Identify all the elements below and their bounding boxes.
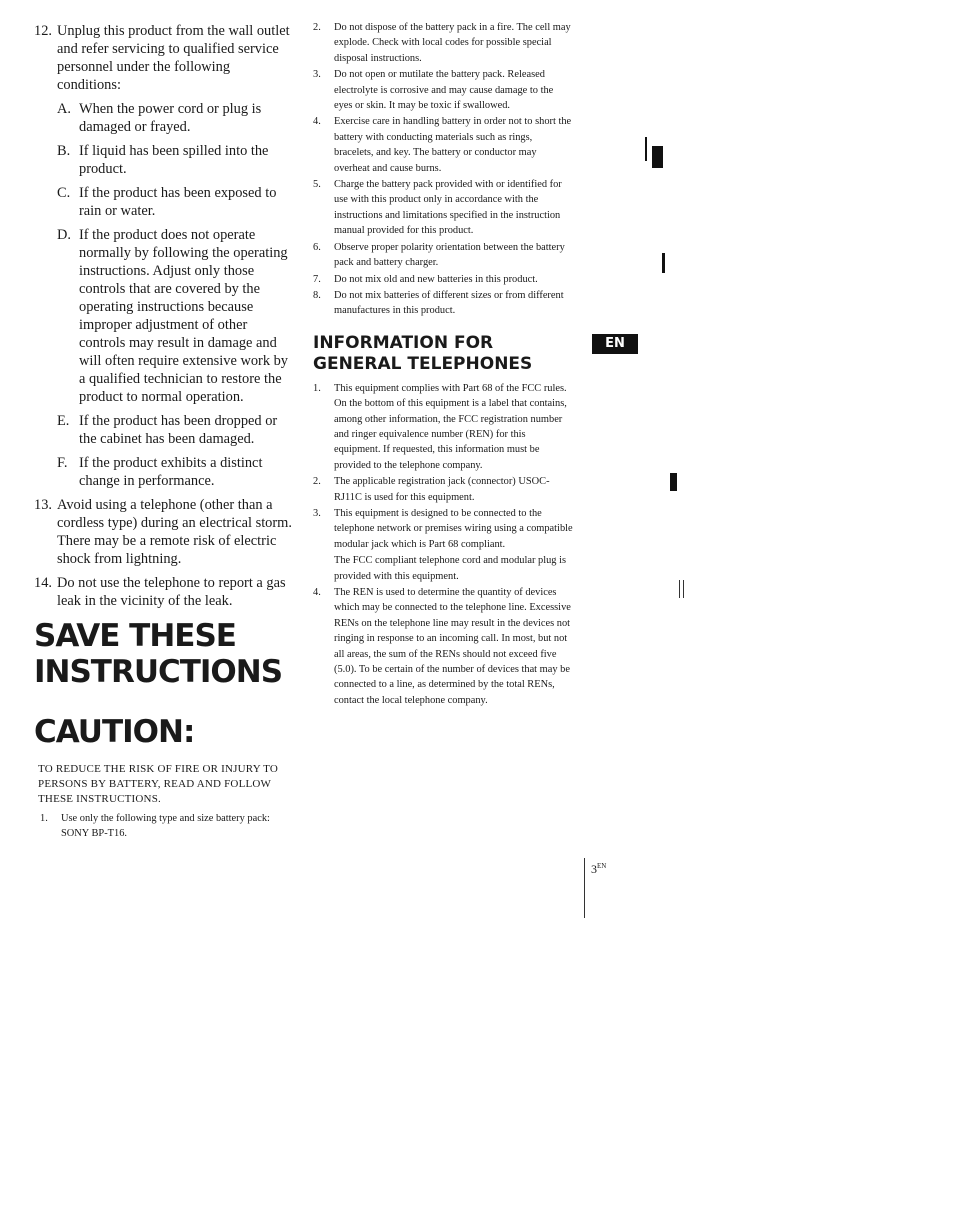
list-item xyxy=(57,184,294,220)
heading-line: INSTRUCTIONS xyxy=(34,654,283,690)
item-number: 7. xyxy=(313,273,321,285)
left-column xyxy=(34,22,294,843)
item-text: Exercise care in handling battery in order not to short the battery with conducting materials such as rings, bracelets, and key. The battery or conductor may overheat and cause burns. xyxy=(334,116,572,174)
item-text: Unplug this product from the wall outlet and refer servicing to qualified service personnel under the following conditions: xyxy=(57,23,290,93)
information-heading xyxy=(313,333,573,375)
margin-mark xyxy=(662,253,665,273)
list-item xyxy=(311,474,573,505)
list-item xyxy=(311,585,573,708)
list-item xyxy=(57,226,294,406)
list-item-12 xyxy=(34,22,294,490)
language-badge: EN xyxy=(592,334,638,354)
item-number: 4. xyxy=(313,116,321,128)
item-text: Do not dispose of the battery pack in a fire. The cell may explode. Check with local codes for possible special disposal instructions. xyxy=(334,22,571,64)
list-item-13 xyxy=(34,496,294,568)
item-number: 13. xyxy=(34,497,52,513)
item-number: 4. xyxy=(313,587,321,598)
save-instructions-heading xyxy=(34,618,294,690)
list-item xyxy=(311,177,573,239)
margin-line xyxy=(679,580,680,598)
caution-list xyxy=(38,811,278,842)
item-number: 1. xyxy=(313,382,321,394)
item-number: 3. xyxy=(313,507,321,519)
battery-instructions-list xyxy=(311,20,573,319)
item-number: 2. xyxy=(313,22,321,33)
item-text: Use only the following type and size battery pack: SONY BP-T16. xyxy=(61,813,270,840)
item-number: 1. xyxy=(40,813,48,824)
item-letter: F. xyxy=(57,455,68,471)
item-text: If the product exhibits a distinct change in performance. xyxy=(79,455,263,489)
list-item xyxy=(57,454,294,490)
item-letter: C. xyxy=(57,185,71,201)
item-letter: D. xyxy=(57,227,71,243)
page-number-value: 3 xyxy=(591,862,597,876)
middle-column xyxy=(311,20,573,709)
caution-text: TO REDUCE THE RISK OF FIRE OR INJURY TO PERSONS BY BATTERY, READ AND FOLLOW THESE INSTRUCTIONS. xyxy=(38,763,279,805)
page-number-rule xyxy=(584,858,585,918)
item-text: This equipment complies with Part 68 of the FCC rules. On the bottom of this equipment is a label that contains, among other information, the FCC registration number and ringer equivalence number (REN) for this equipment. If requested, this information must be provided to the telephone company. xyxy=(334,382,567,471)
item-number: 12. xyxy=(34,23,52,39)
list-item xyxy=(311,272,573,287)
item-letter: B. xyxy=(57,143,71,159)
item-text: If the product has been dropped or the cabinet has been damaged. xyxy=(79,413,278,447)
list-item xyxy=(311,114,573,176)
item-letter: E. xyxy=(57,413,70,429)
item-text: If the product does not operate normally by following the operating instructions. Adjust only those controls that are covered by the operating instructions because improper adjustment of other controls may result in damage and will often require extensive work by a qualified technician to restore the product to normal operation. xyxy=(79,227,289,405)
list-item xyxy=(311,240,573,271)
item-text: Do not open or mutilate the battery pack. Released electrolyte is corrosive and may cause damage to the eyes or skin. It may be toxic if swallowed. xyxy=(334,69,554,112)
margin-mark xyxy=(652,146,663,168)
item-text: Avoid using a telephone (other than a cordless type) during an electrical storm. There may be a remote risk of electric shock from lightning. xyxy=(57,497,292,567)
item-text: The applicable registration jack (connector) USOC-RJ11C is used for this equipment. xyxy=(334,476,550,503)
item-number: 6. xyxy=(313,241,321,253)
item-extra-text: The FCC compliant telephone cord and modular plug is provided with this equipment. xyxy=(334,555,567,582)
item-text: If the product has been exposed to rain or water. xyxy=(79,185,277,219)
list-item xyxy=(311,381,573,473)
service-conditions-list xyxy=(57,100,294,490)
list-item-14 xyxy=(34,574,294,610)
item-text: Do not mix batteries of different sizes or from different manufactures in this product. xyxy=(334,289,564,317)
item-number: 3. xyxy=(313,69,321,81)
item-number: 14. xyxy=(34,575,52,591)
heading-line: SAVE THESE xyxy=(34,618,236,654)
item-number: 5. xyxy=(313,179,321,191)
margin-mark xyxy=(670,473,677,491)
item-text: The REN is used to determine the quantity of devices which may be connected to the telephone line. Excessive RENs on the telephone line may result in the devices not ringing in response to an incoming call. In most, but not all areas, the sum of the RENs should not exceed five (5.0). To be certain of the number of devices that may be connected to a line, as determined by the total RENs, contact the local telephone company. xyxy=(334,587,571,706)
page-number xyxy=(591,862,606,877)
item-text: Do not use the telephone to report a gas leak in the vicinity of the leak. xyxy=(57,575,286,609)
list-item xyxy=(57,142,294,178)
item-text: Charge the battery pack provided with or identified for use with this product only in accordance with the instructions and limitations specified in the instruction manual provided for this product. xyxy=(334,179,562,237)
item-letter: A. xyxy=(57,101,71,117)
list-item xyxy=(57,412,294,448)
list-item xyxy=(57,100,294,136)
item-number: 8. xyxy=(313,289,321,301)
heading-line: INFORMATION FOR xyxy=(313,332,494,353)
telephone-information-list xyxy=(311,381,573,709)
list-item xyxy=(311,20,573,66)
item-text: This equipment is designed to be connected to the telephone network or premises wiring using a compatible modular jack which is Part 68 compliant. xyxy=(334,507,573,550)
list-item xyxy=(311,67,573,113)
list-item xyxy=(311,288,573,319)
margin-mark xyxy=(645,137,647,161)
item-text: If liquid has been spilled into the product. xyxy=(79,143,269,177)
item-text: Do not mix old and new batteries in this product. xyxy=(334,273,538,285)
item-text: Observe proper polarity orientation between the battery pack and battery charger. xyxy=(334,241,565,269)
page-number-suffix: EN xyxy=(597,862,607,870)
item-number: 2. xyxy=(313,476,321,488)
margin-line xyxy=(683,580,684,598)
list-item xyxy=(38,811,278,842)
heading-line: GENERAL TELEPHONES xyxy=(313,353,533,374)
list-item xyxy=(311,506,573,584)
item-text: When the power cord or plug is damaged or frayed. xyxy=(79,101,262,135)
caution-heading: CAUTION: xyxy=(34,714,195,750)
safety-instructions-list xyxy=(34,22,294,610)
